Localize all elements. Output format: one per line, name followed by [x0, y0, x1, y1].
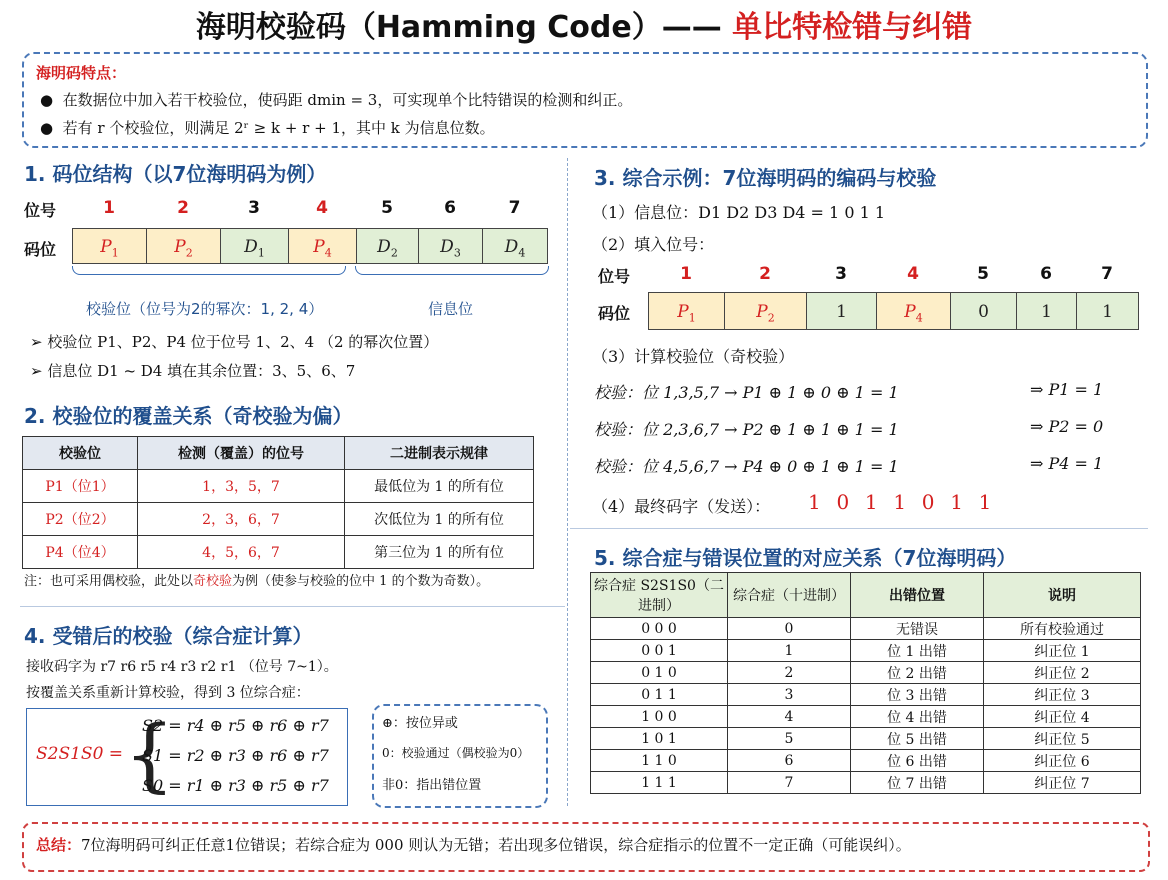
table-cell: 1 1 1: [591, 772, 728, 794]
section1-title: 1. 码位结构（以7位海明码为例）: [24, 162, 327, 186]
table-row: [591, 772, 1141, 794]
check-bit-cell: P4（位4）: [23, 536, 138, 569]
rule-cell: 第三位为 1 的所有位: [345, 536, 534, 569]
cover-cell: 2，3，6，7: [138, 503, 345, 536]
table-cell: 0 1 0: [591, 662, 728, 684]
cover-cell: 4，5，6，7: [138, 536, 345, 569]
bit-position-number: 6: [444, 198, 456, 218]
bit-position-number: 3: [835, 264, 847, 284]
table-cell: 纠正位 3: [984, 684, 1141, 706]
table-row: [23, 503, 534, 536]
bit-position-number: 4: [907, 264, 919, 284]
check-result-p1: ⇒ P1 = 1: [1030, 380, 1104, 399]
bit-cell: $D_2$: [356, 228, 419, 264]
bit-cell: $P_4$: [288, 228, 357, 264]
bit-cell: $D_4$: [482, 228, 548, 264]
bit-cell: 0: [950, 292, 1017, 330]
table-cell: 6: [728, 750, 851, 772]
step1-text: （1）信息位：D1 D2 D3 D4 = 1 0 1 1: [592, 203, 886, 222]
table-row: [591, 618, 1141, 640]
position-label: 位号: [24, 201, 57, 220]
table-cell: 0: [728, 618, 851, 640]
check-bits-caption: 校验位（位号为2的幂次：1, 2, 4）: [86, 300, 324, 318]
syndrome-eq-2: S1 = r2 ⊕ r3 ⊕ r6 ⊕ r7: [142, 746, 329, 765]
final-codeword: 1 0 1 1 0 1 1: [808, 490, 993, 514]
section1-note-1: ➢ 校验位 P1、P2、P4 位于位号 1、2、4 （2 的幂次位置）: [30, 333, 439, 351]
table-cell: 7: [728, 772, 851, 794]
rule-cell: 最低位为 1 的所有位: [345, 470, 534, 503]
summary-text: 7位海明码可纠正任意1位错误；若综合症为 000 则认为无错；若出现多位错误，综合症指示的位置不一定正确（可能误纠）。: [81, 836, 911, 854]
section-divider-right: [570, 528, 1148, 529]
section-divider-left: [20, 606, 565, 607]
table-cell: 3: [728, 684, 851, 706]
table-header: 说明: [984, 573, 1141, 618]
table-header: 出错位置: [851, 573, 984, 618]
feature-item-1: ● 在数据位中加入若干校验位，使码距 dmin = 3，可实现单个比特错误的检测和纠正。: [40, 91, 633, 109]
coverage-table: [22, 436, 534, 569]
bit-position-number: 7: [508, 198, 521, 218]
bit-cell: $P_2$: [146, 228, 221, 264]
bit-cell: $P_1$: [72, 228, 147, 264]
section2-note: 注：也可采用偶校验，此处以奇校验为例（使参与校验的位中 1 的个数为奇数）。: [24, 574, 490, 589]
table-row: [23, 470, 534, 503]
check-result-p2: ⇒ P2 = 0: [1030, 417, 1104, 436]
table-cell: 纠正位 2: [984, 662, 1141, 684]
table-cell: 位 2 出错: [851, 662, 984, 684]
section4-line-1: 接收码字为 r7 r6 r5 r4 r3 r2 r1 （位号 7~1）。: [26, 659, 338, 675]
syndrome-brace-icon: {: [124, 708, 175, 801]
table-cell: 位 4 出错: [851, 706, 984, 728]
syndrome-eq-3: S0 = r1 ⊕ r3 ⊕ r5 ⊕ r7: [142, 776, 329, 795]
title-highlight: 单比特检错与纠错: [721, 10, 973, 45]
rule-cell: 次低位为 1 的所有位: [345, 503, 534, 536]
code-label: 码位: [24, 240, 57, 259]
step3-text: （3）计算校验位（奇校验）: [592, 347, 795, 366]
bit-position-number: 6: [1040, 264, 1052, 284]
bit-position-number: 5: [977, 264, 989, 284]
table-cell: 位 7 出错: [851, 772, 984, 794]
cover-cell: 1，3，5，7: [138, 470, 345, 503]
step2-text: （2）填入位号：: [592, 235, 715, 254]
table-row: [591, 640, 1141, 662]
table-row: [591, 706, 1141, 728]
check-line-p4: 校验：位 4,5,6,7 → P4 ⊕ 0 ⊕ 1 ⊕ 1 = 1: [594, 457, 899, 476]
table-header: 二进制表示规律: [345, 437, 534, 470]
table-header: 检测（覆盖）的位号: [138, 437, 345, 470]
check-line-p1: 校验：位 1,3,5,7 → P1 ⊕ 1 ⊕ 0 ⊕ 1 = 1: [594, 383, 899, 402]
table-header: 综合症（十进制）: [728, 573, 851, 618]
table-header: 综合症 S2S1S0（二进制）: [591, 573, 728, 618]
table-cell: 1: [728, 640, 851, 662]
section2-title: 2. 校验位的覆盖关系（奇校验为偏）: [24, 404, 353, 428]
table-cell: 1 0 1: [591, 728, 728, 750]
bit-position-number: 2: [177, 198, 189, 218]
section1-note-2: ➢ 信息位 D1 ~ D4 填在其余位置：3、5、6、7: [30, 362, 356, 380]
page-title: [0, 2, 1168, 46]
table-cell: 4: [728, 706, 851, 728]
table-cell: 0 0 1: [591, 640, 728, 662]
check-bit-cell: P1（位1）: [23, 470, 138, 503]
table-cell: 纠正位 7: [984, 772, 1141, 794]
check-bit-cell: P2（位2）: [23, 503, 138, 536]
syndrome-lhs: S2S1S0 =: [36, 744, 124, 764]
section4-line-2: 按覆盖关系重新计算校验，得到 3 位综合症：: [26, 685, 310, 701]
bit-position-number: 1: [680, 264, 692, 284]
code-label: 码位: [598, 304, 631, 323]
table-cell: 0 0 0: [591, 618, 728, 640]
check-result-p4: ⇒ P4 = 1: [1030, 454, 1104, 473]
table-row: [591, 750, 1141, 772]
table-cell: 0 1 1: [591, 684, 728, 706]
table-cell: 1 1 0: [591, 750, 728, 772]
table-header: 校验位: [23, 437, 138, 470]
table-cell: 2: [728, 662, 851, 684]
feature-item-2: ● 若有 r 个校验位，则满足 2ʳ ≥ k + r + 1，其中 k 为信息位数。: [40, 119, 495, 137]
table-cell: 纠正位 4: [984, 706, 1141, 728]
column-divider: [567, 158, 568, 806]
info-bits-brace: [355, 266, 549, 275]
bit-cell: 1: [1076, 292, 1139, 330]
title-main: 海明校验码（Hamming Code）——: [195, 10, 722, 45]
bit-position-number: 2: [759, 264, 771, 284]
legend-item-nonzero: 非0：指出错位置: [382, 778, 482, 793]
bit-cell: $P_1$: [648, 292, 725, 330]
bit-position-number: 5: [381, 198, 393, 218]
table-cell: 5: [728, 728, 851, 750]
summary-label: 总结：: [36, 836, 82, 854]
position-label: 位号: [598, 267, 631, 286]
table-cell: 纠正位 5: [984, 728, 1141, 750]
bit-cell: $D_1$: [220, 228, 289, 264]
section5-title: 5. 综合症与错误位置的对应关系（7位海明码）: [594, 546, 1017, 570]
legend-item-xor: ⊕：按位异或: [382, 716, 458, 731]
syndrome-table: [590, 572, 1141, 794]
bit-position-number: 4: [316, 198, 328, 218]
bit-cell: $D_3$: [418, 228, 483, 264]
bit-position-number: 3: [248, 198, 260, 218]
info-bits-caption: 信息位: [428, 300, 474, 318]
table-cell: 位 6 出错: [851, 750, 984, 772]
features-heading: 海明码特点：: [36, 64, 127, 82]
bit-cell: 1: [806, 292, 877, 330]
table-row: [591, 684, 1141, 706]
table-row: [591, 662, 1141, 684]
table-row: [591, 728, 1141, 750]
bit-position-number: 1: [103, 198, 115, 218]
bit-cell: $P_4$: [876, 292, 951, 330]
check-bits-brace: [72, 266, 346, 275]
bit-cell: 1: [1016, 292, 1077, 330]
table-cell: 无错误: [851, 618, 984, 640]
bit-position-number: 7: [1101, 264, 1113, 284]
table-cell: 1 0 0: [591, 706, 728, 728]
check-line-p2: 校验：位 2,3,6,7 → P2 ⊕ 1 ⊕ 1 ⊕ 1 = 1: [594, 420, 899, 439]
table-cell: 纠正位 1: [984, 640, 1141, 662]
syndrome-eq-1: S2 = r4 ⊕ r5 ⊕ r6 ⊕ r7: [142, 716, 329, 735]
section4-title: 4. 受错后的校验（综合症计算）: [24, 624, 313, 648]
table-cell: 纠正位 6: [984, 750, 1141, 772]
bit-cell: $P_2$: [724, 292, 807, 330]
step4-text: （4）最终码字（发送）：: [592, 497, 771, 516]
table-cell: 位 3 出错: [851, 684, 984, 706]
section3-title: 3. 综合示例：7位海明码的编码与校验: [594, 166, 937, 190]
legend-item-zero: 0：校验通过（偶校验为0）: [382, 746, 530, 760]
table-cell: 位 1 出错: [851, 640, 984, 662]
bullet-icon: ●: [40, 91, 54, 109]
table-cell: 位 5 出错: [851, 728, 984, 750]
bullet-icon: ●: [40, 119, 54, 137]
syndrome-table-body: [591, 618, 1141, 794]
table-cell: 所有校验通过: [984, 618, 1141, 640]
summary-line: [36, 834, 911, 855]
table-row: [23, 536, 534, 569]
